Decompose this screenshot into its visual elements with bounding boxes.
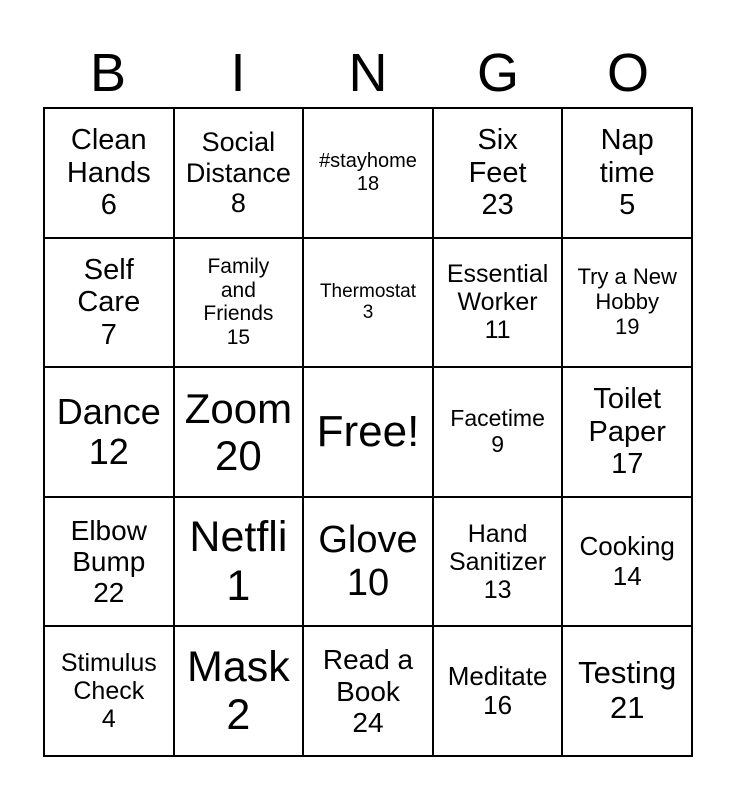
bingo-cell-text: Mask — [187, 643, 290, 692]
bingo-cell[interactable] — [563, 239, 693, 369]
bingo-cell-text: Dance — [56, 390, 161, 432]
bingo-cell[interactable] — [434, 498, 564, 628]
bingo-cell-text: 20 — [215, 431, 262, 479]
bingo-cell-text: Paper — [588, 415, 666, 448]
bingo-cell[interactable] — [563, 498, 693, 628]
bingo-cell[interactable] — [45, 239, 175, 369]
bingo-cell-text: 4 — [101, 705, 116, 734]
bingo-cell-text: 6 — [100, 189, 117, 222]
bingo-cell-text: 24 — [352, 706, 384, 738]
bingo-cell-text: Facetime — [450, 405, 545, 432]
bingo-cell-text: Thermostat — [319, 281, 417, 303]
bingo-cell-text: Try a New — [577, 264, 677, 290]
bingo-cell-text: Worker — [457, 288, 538, 317]
header-letter-b: B — [89, 43, 127, 103]
bingo-cell-text: 23 — [481, 189, 514, 222]
bingo-header — [43, 40, 693, 106]
bingo-cell-text: 7 — [100, 318, 117, 351]
bingo-cell-text: #stayhome — [319, 150, 417, 173]
bingo-cell-text: 10 — [346, 561, 390, 604]
bingo-cell-text: Hand — [467, 519, 528, 548]
bingo-cell[interactable] — [434, 239, 564, 369]
bingo-cell-text: Family — [207, 255, 270, 279]
bingo-board — [43, 107, 693, 757]
bingo-cell-text: 14 — [612, 560, 642, 591]
bingo-cell[interactable] — [304, 239, 434, 369]
bingo-cell[interactable] — [304, 627, 434, 757]
bingo-cell-text: Free! — [316, 407, 420, 457]
bingo-cell[interactable] — [175, 627, 305, 757]
bingo-cell-text: Care — [77, 286, 141, 319]
bingo-cell[interactable] — [45, 627, 175, 757]
bingo-cell-text: and — [220, 278, 256, 302]
bingo-cell[interactable] — [304, 368, 434, 498]
bingo-cell-text: Elbow — [70, 514, 147, 546]
bingo-cell-text: Cooking — [579, 531, 675, 562]
bingo-cell[interactable] — [175, 239, 305, 369]
bingo-cell[interactable] — [434, 627, 564, 757]
bingo-cell-text: Sanitizer — [448, 547, 547, 576]
bingo-cell-text: Meditate — [447, 661, 548, 692]
bingo-cell[interactable] — [434, 109, 564, 239]
bingo-cell-text: 19 — [614, 313, 640, 339]
bingo-cell-text: 11 — [484, 316, 511, 345]
bingo-cell[interactable] — [304, 109, 434, 239]
header-letter-i: I — [230, 43, 246, 103]
bingo-cell-text: Glove — [318, 519, 418, 562]
bingo-cell-text: Book — [336, 675, 400, 707]
bingo-cell-text: 5 — [619, 189, 636, 222]
bingo-cell-text: Essential — [446, 260, 549, 289]
bingo-cell[interactable] — [175, 498, 305, 628]
bingo-cell-text: Read a — [322, 644, 414, 676]
bingo-cell-text: 15 — [226, 325, 251, 349]
bingo-cell[interactable] — [45, 498, 175, 628]
bingo-cell-text: Friends — [203, 302, 274, 326]
bingo-cell[interactable] — [175, 109, 305, 239]
bingo-cell[interactable] — [434, 368, 564, 498]
bingo-cell-text: Feet — [468, 156, 527, 189]
header-letter-n: N — [348, 43, 388, 103]
bingo-cell-text: 21 — [609, 690, 645, 726]
bingo-cell-text: Six — [477, 124, 518, 157]
bingo-cell-text: Check — [73, 677, 145, 706]
bingo-cell-text: Social — [201, 127, 276, 158]
bingo-cell-text: 17 — [611, 448, 644, 481]
bingo-cell-text: Hobby — [595, 289, 659, 315]
bingo-cell-text: Nap — [600, 124, 654, 157]
bingo-cell-text: 12 — [88, 430, 129, 472]
bingo-cell-text: Clean — [70, 124, 147, 157]
bingo-cell[interactable] — [45, 109, 175, 239]
bingo-cell-text: 2 — [226, 691, 251, 740]
bingo-cell-text: Stimulus — [60, 649, 157, 678]
bingo-cell[interactable] — [563, 109, 693, 239]
bingo-cell-text: 1 — [226, 561, 251, 610]
bingo-cell-text: Hands — [66, 156, 151, 189]
bingo-cell-text: Toilet — [593, 383, 662, 416]
bingo-cell-text: 13 — [483, 575, 512, 604]
bingo-cell[interactable] — [563, 627, 693, 757]
header-letter-o: O — [606, 43, 649, 103]
bingo-cell-text: 9 — [491, 430, 504, 457]
bingo-cell[interactable] — [304, 498, 434, 628]
bingo-cell[interactable] — [175, 368, 305, 498]
bingo-cell[interactable] — [45, 368, 175, 498]
bingo-cell-text: Bump — [72, 545, 146, 577]
bingo-cell-text: 8 — [230, 187, 246, 218]
bingo-cell-text: Zoom — [184, 384, 293, 432]
bingo-cell-text: Distance — [185, 157, 291, 188]
header-letter-g: G — [476, 43, 519, 103]
bingo-cell-text: 16 — [483, 690, 513, 721]
bingo-cell-text: 18 — [356, 172, 380, 195]
bingo-cell-text: time — [599, 156, 655, 189]
bingo-cell-text: 3 — [362, 302, 374, 324]
bingo-cell-text: 22 — [93, 577, 125, 609]
bingo-cell-text: Self — [83, 253, 134, 286]
bingo-cell-text: Netfli — [189, 513, 288, 562]
bingo-cell[interactable] — [563, 368, 693, 498]
bingo-cell-text: Testing — [578, 655, 677, 691]
